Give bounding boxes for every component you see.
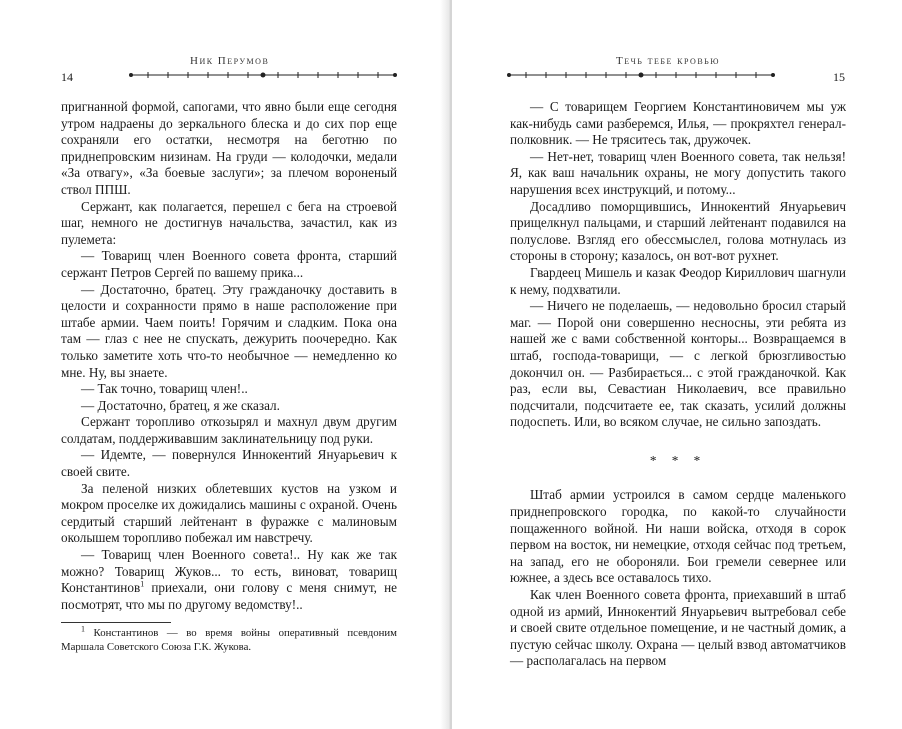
right-body-text	[510, 99, 846, 670]
paragraph-with-footnote	[61, 547, 397, 613]
paragraph: — Так точно, товарищ член!..	[81, 381, 248, 397]
page-number: 14	[61, 70, 73, 84]
running-title: Течь тебе кровью	[616, 55, 720, 67]
paragraph: — Достаточно, братец, я же сказал.	[81, 397, 280, 413]
ornament-rule-icon	[128, 70, 398, 80]
ornament-rule-icon	[506, 70, 776, 80]
paragraph: — Идемте, — повернулся Иннокентий Януарьевич к своей свите.	[61, 447, 397, 480]
left-page	[0, 0, 450, 729]
paragraph: пригнанной формой, сапогами, что явно были еще сегодня утром надраены до зеркального блеска и до сих пор еще сохраняли его остатки, несмотря на беготню по приднепровским низинам. На груди — колодочки, медали «За отвагу», «За боевые заслуги»; за плечом вороненый ствол ППШ.	[61, 99, 397, 197]
left-body-text	[61, 99, 397, 613]
footnote-rule	[61, 622, 171, 623]
paragraph-text: — Товарищ член Военного совета!.. Ну как же так можно? Товарищ Жуков... то есть, виноват, товарищ Константинов	[61, 547, 397, 596]
footnote-mark[interactable]: 1	[140, 579, 145, 589]
footnote-text: Константинов — во время войны оперативный псевдоним Маршала Советского Союза Г.К. Жукова.	[61, 627, 398, 653]
paragraph: — Ничего не поделаешь, — недовольно бросил старый маг. — Порой они совершенно несносны, эти ребята из нашей же с вами собственной конторы... Возвращаемся в штаб, господа-товарищи, — с легкой брюзгливостью докончил он. — Разбирається... с этой гражданочкой. Как раз, если вы, Севастиан Николаевич, все правильно подсчитали, подсчитаете ее, так сказать, усилий должны подоспеть. Или, во всяком случае, не сильно запоздать.	[510, 298, 846, 430]
paragraph: — Товарищ член Военного совета фронта, старший сержант Петров Сергей по вашему прика...	[61, 248, 397, 280]
paragraph: Сержант, как полагается, перешел с бега на строевой шаг, немного не достигнув начальства, зачастил, как из пулемета:	[61, 198, 397, 247]
paragraph: — Достаточно, братец. Эту гражданочку доставить в целости и сохранности прямо в наше расположение при штабе армии. Чаем поить! Горячим и сладким. Пока она там — глаз с нее не спускать, дежурить поочередно. Как только заметите хоть что-то необычное — немедленно ко мне. Ну, вы знаете.	[61, 281, 397, 380]
paragraph: За пеленой низких облетевших кустов на узком и мокром проселке их дожидались машины с охраной. Очень сердитый старший лейтенант в фуражке с малиновым околышем торопливо побежал им навстречу.	[61, 480, 397, 546]
paragraph: Сержант торопливо откозырял и махнул двум другим солдатам, поддерживавшим заклинательницу под руки.	[61, 414, 397, 446]
paragraph: — Нет-нет, товарищ член Военного совета, так нельзя! Я, как ваш начальник охраны, не могу допустить такого нарушения всех инструкций, и потому...	[510, 148, 846, 197]
paragraph: Как член Военного совета фронта, приехавший в штаб одной из армий, Иннокентий Януарьевич вытребовал себе и своей свите отдельное помещение, и не частный домик, а пустую сейчас школу. Охрана — целый взвод автоматчиков — располагалась на первом	[510, 587, 846, 669]
footnote-number: 1	[81, 624, 85, 634]
paragraph: Гвардеец Мишель и казак Феодор Кириллович шагнули к нему, подхватили.	[510, 264, 846, 297]
paragraph-text: приехали, они голову с меня снимут, не посмотрят, что мы по другому ведомству!..	[61, 580, 397, 612]
footnote	[61, 624, 398, 654]
paragraph: Штаб армии устроился в самом сердце маленького приднепровского городка, по какой-то случайности пощаженного войной. Ни наши войска, отходя в сорок первом на восток, ни немецкие, отходя сейчас под третьем, на запад, его не обороняли. Бои гремели севернее или южнее, а здесь все оставалось тихо.	[510, 487, 846, 586]
right-page	[452, 0, 902, 729]
paragraph: Досадливо поморщившись, Иннокентий Януарьевич прищелкнул пальцами, и старший лейтенант подавился на полуслове. Взгляд его обессмыслел, голова мотнулась из стороны в сторону; казалось, он вот-вот рухнет.	[510, 198, 846, 264]
section-separator: * * *	[649, 452, 707, 468]
paragraph: — С товарищем Георгием Константиновичем мы уж как-нибудь сами разберемся, Илья, — прокряхтел генерал-полковник. — Не тряситесь так, дружочек.	[510, 99, 846, 148]
running-title: Ник Перумов	[190, 55, 270, 67]
page-number: 15	[833, 70, 845, 84]
